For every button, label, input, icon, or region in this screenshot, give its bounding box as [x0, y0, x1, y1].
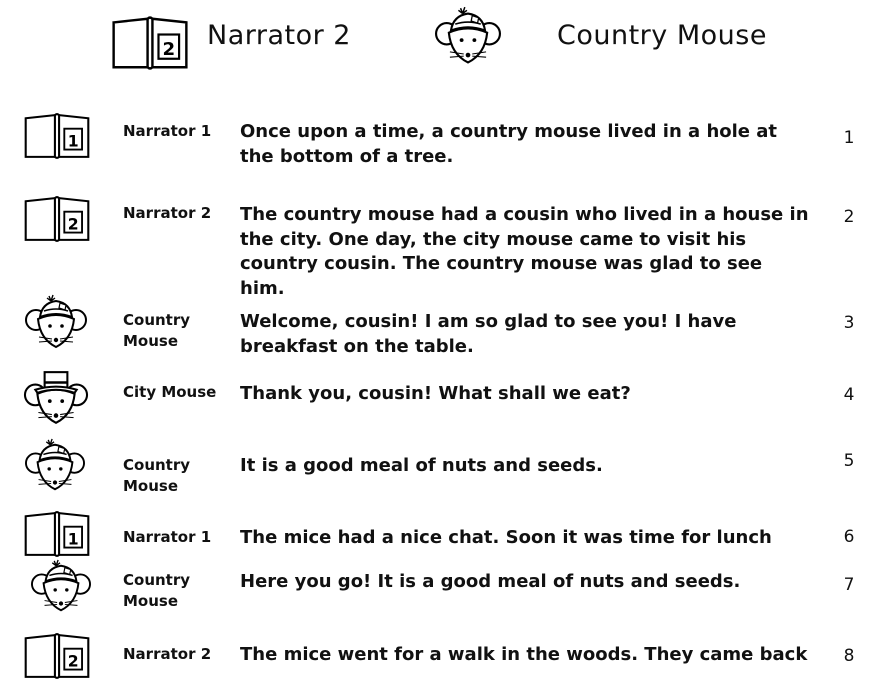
- role-label: Narrator 2: [123, 645, 212, 663]
- line-text: Thank you, cousin! What shall we eat?: [240, 383, 631, 404]
- line-number: 5: [843, 451, 855, 471]
- line-number: 1: [843, 128, 855, 148]
- line-text: Once upon a time, a country mouse lived in a hole at the bottom of a tree.: [240, 121, 778, 167]
- role-label: Country Mouse: [123, 311, 191, 350]
- line-number: 2: [843, 207, 855, 227]
- page-header: [0, 0, 880, 80]
- book-badge-number: 1: [67, 529, 79, 549]
- line-text: The mice went for a walk in the woods. They came back: [240, 644, 808, 665]
- book-badge-number: 1: [67, 131, 79, 151]
- country-mouse-icon: [22, 437, 88, 497]
- book-badge-number: 2: [67, 214, 79, 234]
- role-label: City Mouse: [123, 383, 217, 401]
- book-badge-number: 2: [162, 39, 176, 61]
- role-label: Narrator 1: [123, 122, 212, 140]
- role-label: Narrator 1: [123, 528, 212, 546]
- role-label: Country Mouse: [123, 456, 191, 495]
- line-number: 7: [843, 575, 855, 595]
- country-mouse-icon: [22, 293, 90, 355]
- line-text: The country mouse had a cousin who lived in a house in the city. One day, the city mouse came to visit his country cousin. The country mouse was glad to see him.: [240, 204, 809, 299]
- header-right-role: Country Mouse: [557, 20, 767, 51]
- line-text: Here you go! It is a good meal of nuts and seeds.: [240, 571, 741, 592]
- line-number: 4: [843, 385, 855, 405]
- line-text: Welcome, cousin! I am so glad to see you! I have breakfast on the table.: [240, 311, 737, 357]
- book-icon: [22, 112, 92, 160]
- line-text: The mice had a nice chat. Soon it was time for lunch: [240, 527, 772, 548]
- header-left-role: Narrator 2: [207, 20, 351, 51]
- role-label: Country Mouse: [123, 571, 191, 610]
- line-text: It is a good meal of nuts and seeds.: [240, 455, 603, 476]
- book-icon: [22, 510, 92, 558]
- line-number: 6: [843, 527, 855, 547]
- book-icon: [22, 632, 92, 680]
- line-number: 3: [843, 313, 855, 333]
- city-mouse-icon: [22, 368, 90, 428]
- book-icon: [22, 195, 92, 243]
- line-number: 8: [843, 646, 855, 666]
- role-label: Narrator 2: [123, 204, 212, 222]
- book-icon: [110, 15, 190, 71]
- country-mouse-icon: [28, 558, 94, 618]
- country-mouse-icon: [435, 3, 501, 73]
- book-badge-number: 2: [67, 651, 79, 671]
